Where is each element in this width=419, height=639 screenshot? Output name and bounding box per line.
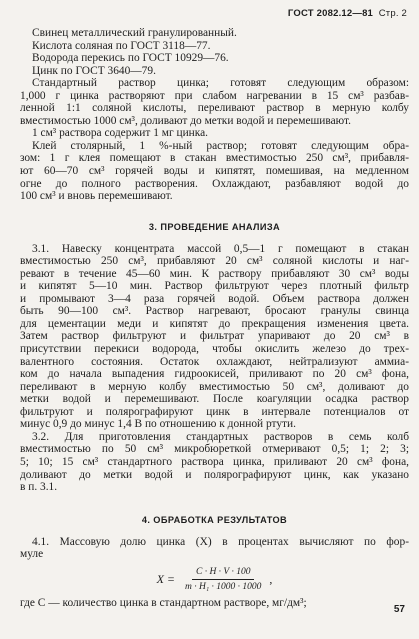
glue-solution-line: огне до полного растворения. Охлаждают, разбавляют водой до xyxy=(20,177,409,190)
paragraph-3-1-line: Затем раствор фильтруют и фильтрат упаривают до 20 см³ в xyxy=(20,330,409,343)
paragraph-3-1-line: ревают в течение 45—60 мин. К раствору прибавляют 30 см³ воды xyxy=(20,267,409,280)
paragraph-3-1-line: вместимостью 250 см³, прибавляют 20 см³ соляной кислоты и наг- xyxy=(20,255,409,268)
zinc-solution-line: Стандартный раствор цинка; готовят следующим образом: xyxy=(32,77,409,90)
page-header xyxy=(288,8,407,19)
reagent-line: Водорода перекись по ГОСТ 10929—76. xyxy=(32,52,229,65)
paragraph-4-1-line: 4.1. Массовую долю цинка (X) в процентах вычисляют по фор- xyxy=(32,535,409,548)
paragraph-3-2-line: доливают до метки водой и полярографируют цинк, как указано xyxy=(20,468,409,481)
body-text xyxy=(20,27,409,609)
paragraph-3-1-line: валентного состояния. Остаток охлаждают, нейтрализуют аммиа- xyxy=(20,355,409,368)
paragraph-3-1-line: метки водой и перемешивают. После коагуляции осадка раствор xyxy=(20,393,409,406)
paragraph-3-2-line: 3.2. Для приготовления стандартных растворов в семь колб xyxy=(32,430,409,443)
paragraph-3-1-line: фильтруют и полярографируют цинк в интервале потенциалов от xyxy=(20,405,409,418)
paragraph-3-1-line: и промывают 3—4 раза горячей водой. Объем раствора должен xyxy=(20,292,409,305)
zinc-solution-line: 1,000 г цинка растворяют при слабом нагревании в 15 см³ разбав- xyxy=(20,89,409,102)
paragraph-3-1-line: для цементации меди и кипятят до прекращения изменения цвета. xyxy=(20,317,409,330)
glue-solution-line: зом: 1 г клея помещают в стакан вместимостью 250 см³, прибавля- xyxy=(20,152,409,165)
zinc-solution-line: ленной 1:1 соляной кислоты, переливают раствор в мерную колбу xyxy=(20,102,409,115)
variable-definition-line: где C — количество цинка в стандартном растворе, мг/дм³; xyxy=(20,596,307,609)
paragraph-3-1-line: минус 0,9 до минус 1,4 В по отношению к донной ртути. xyxy=(20,418,296,431)
zinc-solution-line: вместимостью 1000 см³, доливают до метки водой и перемешивают. xyxy=(20,114,351,127)
paragraph-3-1-line: быть 90—100 см³. Раствор нагревают, бросают гранулы свинца xyxy=(20,305,409,318)
page-number: 57 xyxy=(393,604,405,615)
paragraph-3-1-line: 3.1. Навеску концентрата массой 0,5—1 г помещают в стакан xyxy=(32,242,409,255)
paragraph-3-1-line: ком до начала выпадения гидроокисей, приливают по 20 см³ фона, xyxy=(20,368,409,381)
paragraph-3-1-line: присутствии перекиси водорода, чтобы окислить железо до трех- xyxy=(20,343,409,356)
formula-tail: , xyxy=(269,572,273,587)
glue-solution-line: Клей столярный, 1 %-ный раствор; готовят следующим обра- xyxy=(32,139,409,152)
paragraph-3-1-line: и кипятят 5—10 мин. Раствор фильтруют через плотный фильтр xyxy=(20,280,409,293)
header-page-label: Стр. 2 xyxy=(378,8,407,19)
glue-solution-line: ют 60—70 см³ горячей воды и кипятят, помешивая, на медленном xyxy=(20,165,409,178)
paragraph-3-2-line: 5; 10; 15 см³ стандартного раствора цинка, приливают 20 см³ фона, xyxy=(20,455,409,468)
zinc-concentration-line: 1 см³ раствора содержит 1 мг цинка. xyxy=(32,127,209,140)
formula-numerator: C · H · V · 100 xyxy=(192,566,254,581)
reagent-line: Цинк по ГОСТ 3640—79. xyxy=(32,64,156,77)
paragraph-3-1-line: переливают в мерную колбу вместимостью 50 см³, доливают до xyxy=(20,380,409,393)
reagent-line: Кислота соляная по ГОСТ 3118—77. xyxy=(32,39,211,52)
section-3-heading: 3. ПРОВЕДЕНИЕ АНАЛИЗА xyxy=(148,221,281,232)
glue-solution-line: 100 см³ и вновь перемешивают. xyxy=(20,190,173,203)
reagent-line: Свинец металлический гранулированный. xyxy=(32,27,237,39)
paragraph-3-2-line: в п. 3.1. xyxy=(20,481,58,494)
formula-lhs: X = xyxy=(156,572,176,587)
formula-denominator: m · H₁ · 1000 · 1000 xyxy=(185,582,262,593)
formula xyxy=(20,565,409,595)
standard-number: ГОСТ 2082.12—81 xyxy=(287,8,374,19)
formula-fraction xyxy=(181,566,265,594)
paragraph-4-1-line: муле xyxy=(20,548,44,561)
paragraph-3-2-line: вместимостью по 50 см³ микробюреткой отмеривают 0,5; 1; 2; 3; xyxy=(20,443,409,456)
section-4-heading: 4. ОБРАБОТКА РЕЗУЛЬТАТОВ xyxy=(141,514,288,525)
